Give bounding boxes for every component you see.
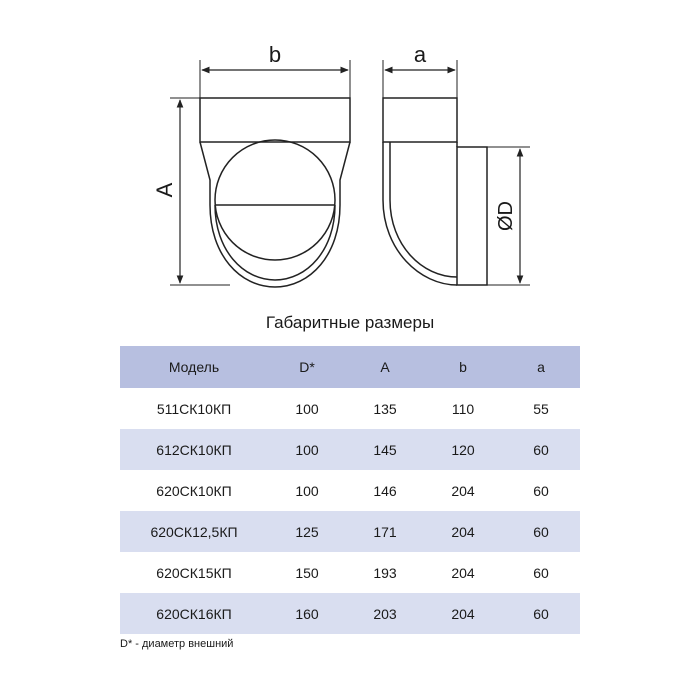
technical-drawing [0,0,700,310]
table-header-row [120,346,580,388]
cell-A: 171 [373,523,397,540]
cell-a: 55 [533,400,549,417]
cell-b: 204 [451,564,475,581]
cell-b: 110 [451,400,475,417]
cell-A: 146 [373,482,397,499]
dimension-A [152,98,230,285]
cell-b: 204 [451,523,475,540]
cell-model: 620СК15КП [156,564,232,581]
dimensions-table [120,346,580,634]
dimension-b [200,42,350,98]
table-row [120,593,580,634]
cell-d: 160 [295,605,319,622]
label-b: b [268,42,282,67]
cell-A: 203 [373,605,397,622]
table-row [120,388,580,429]
label-A: A [152,182,177,198]
cell-A: 145 [373,441,397,458]
cell-b: 120 [451,441,475,458]
cell-a: 60 [533,523,549,540]
table-row [120,470,580,511]
side-view [383,98,487,285]
dimension-D [487,147,530,285]
header-d: D* [299,359,315,375]
label-a: a [413,42,427,67]
cell-b: 204 [451,482,475,499]
cell-model: 511СК10КП [156,400,232,417]
cell-a: 60 [533,482,549,499]
cell-d: 125 [295,523,319,540]
cell-a: 60 [533,441,549,458]
cell-a: 60 [533,605,549,622]
cell-d: 150 [295,564,319,581]
header-a: a [537,359,545,375]
header-A: A [380,359,390,375]
header-model: Модель [168,359,220,375]
header-b: b [459,359,467,375]
cell-model: 620СК10КП [156,482,232,499]
label-D: ØD [495,201,517,231]
cell-A: 135 [373,400,397,417]
dimension-a [383,42,457,98]
cell-d: 100 [295,482,319,499]
cell-b: 204 [451,605,475,622]
cell-model: 612СК10КП [156,441,232,458]
cell-a: 60 [533,564,549,581]
cell-model: 620СК12,5КП [150,523,238,540]
table-title: Габаритные размеры [265,313,435,332]
cell-d: 100 [295,441,319,458]
cell-d: 100 [295,400,319,417]
table-row [120,552,580,593]
front-view [200,98,350,287]
footnote: D* - диаметр внешний [120,638,234,650]
table-row [120,511,580,552]
cell-model: 620СК16КП [156,605,232,622]
cell-A: 193 [373,564,397,581]
table-row [120,429,580,470]
